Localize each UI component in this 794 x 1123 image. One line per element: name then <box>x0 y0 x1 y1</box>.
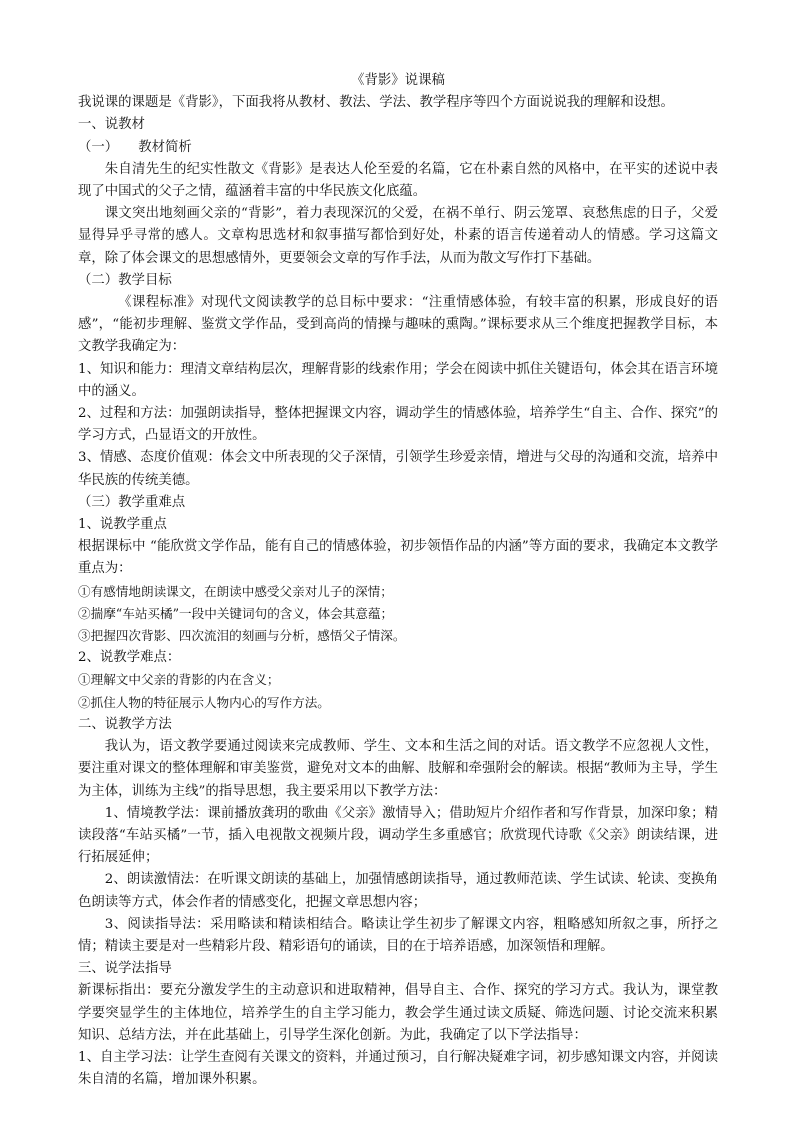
paragraph: 1、说教学重点 <box>78 517 167 533</box>
paragraph: （二）教学目标 <box>78 272 172 288</box>
paragraph: 二、说教学方法 <box>78 716 172 732</box>
paragraph: 《课程标准》对现代文阅读教学的总目标中要求：“注重情感体验，有较丰富的积累，形成良好的语感”，“能初步理解、鉴赏文学作品，受到高尚的情操与趣味的熏陶。”课标要求从三个维度把握教学目标，本文教学我确定为： <box>78 295 718 355</box>
paragraph: （一） 教材简析 <box>78 139 192 155</box>
paragraph: ①有感情地朗读课文，在朗读中感受父亲对儿子的深情； <box>78 583 393 599</box>
paragraph: 我认为，语文教学要通过阅读来完成教师、学生、文本和生活之间的对话。语文教学不应忽视人文性，要注重对课文的整体理解和审美鉴赏，避免对文本的曲解、肢解和牵强附会的解读。根据“教师为主导，学生为主体，训练为主线”的指导思想，我主要采用以下教学方法： <box>78 739 718 799</box>
paragraph: 我说课的课题是《背影》，下面我将从教材、教法、学法、教学程序等四个方面说说我的理解和设想。 <box>78 95 674 111</box>
paragraph: ②抓住人物的特征展示人物内心的写作方法。 <box>78 694 330 710</box>
paragraph: 根据课标中 “能欣赏文学作品，能有自己的情感体验，初步领悟作品的内涵”等方面的要求，我确定本文教学重点为： <box>78 539 718 577</box>
paragraph: 2、朗读激情法：在听课文朗读的基础上，加强情感朗读指导，通过教师范读、学生试读、轮读、变换角色朗读等方式，体会作者的情感变化，把握文章思想内容； <box>78 872 718 910</box>
paragraph: ③把握四次背影、四次流泪的刻画与分析，感悟父子情深。 <box>78 628 406 644</box>
paragraph: 1、自主学习法：让学生查阅有关课文的资料，并通过预习，自行解决疑难字词，初步感知课文内容，并阅读朱自清的名篇，增加课外积累。 <box>78 1049 718 1088</box>
paragraph: （三）教学重难点 <box>78 494 186 510</box>
document-title: 《背影》说课稿 <box>351 73 445 88</box>
document-page <box>78 70 718 1091</box>
paragraph: 课文突出地刻画父亲的“背影”，着力表现深沉的父爱，在祸不单行、阴云笼罩、哀愁焦虑的日子，父爱显得异乎寻常的感人。文章构思选材和叙事描写都恰到好处，朴素的语言传递着动人的情感。学习这篇文章，除了体会课文的思想感情外，更要领会文章的写作手法，从而为散文写作打下基础。 <box>78 206 718 266</box>
paragraph: 3、情感、态度价值观：体会文中所表现的父子深情，引领学生珍爱亲情，增进与父母的沟通和交流，培养中华民族的传统美德。 <box>78 450 718 488</box>
paragraph: 三、说学法指导 <box>78 961 172 977</box>
paragraph: 新课标指出：要充分激发学生的主动意识和进取精神，倡导自主、合作、探究的学习方式。我认为，课堂教学要突显学生的主体地位，培养学生的自主学习能力，教会学生通过读文质疑、筛选问题、讨论交流来积累知识、总结方法，并在此基础上，引导学生深化创新。为此，我确定了以下学法指导： <box>78 983 718 1043</box>
paragraph: 2、说教学难点： <box>78 650 181 666</box>
document-body <box>78 92 718 1091</box>
paragraph: 3、阅读指导法：采用略读和精读相结合。略读让学生初步了解课文内容，粗略感知所叙之事，所抒之情；精读主要是对一些精彩片段、精彩语句的诵读，目的在于培养语感，加深领悟和理解。 <box>78 916 718 954</box>
paragraph: 一、说教材 <box>78 117 145 133</box>
paragraph: ①理解文中父亲的背影的内在含义； <box>78 672 280 688</box>
paragraph: 朱自清先生的纪实性散文《背影》是表达人伦至爱的名篇，它在朴素自然的风格中，在平实的述说中表现了中国式的父子之情，蕴涵着丰富的中华民族文化底蕴。 <box>78 161 718 200</box>
paragraph: 1、知识和能力：理清文章结构层次，理解背影的线索作用；学会在阅读中抓住关键语句，体会其在语言环境中的涵义。 <box>78 361 718 399</box>
paragraph: 2、过程和方法：加强朗读指导，整体把握课文内容，调动学生的情感体验，培养学生“自主、合作、探究”的学习方式，凸显语文的开放性。 <box>78 406 718 444</box>
paragraph: ②揣摩“车站买橘”一段中关键词句的含义，体会其意蕴； <box>78 605 394 621</box>
paragraph: 1、情境教学法：课前播放龚玥的歌曲《父亲》激情导入；借助短片介绍作者和写作背景，加深印象；精读段落“车站买橘”一节，插入电视散文视频片段，调动学生多重感官；欣赏现代诗歌《父亲》朗读结课，进行拓展延伸； <box>78 805 718 866</box>
